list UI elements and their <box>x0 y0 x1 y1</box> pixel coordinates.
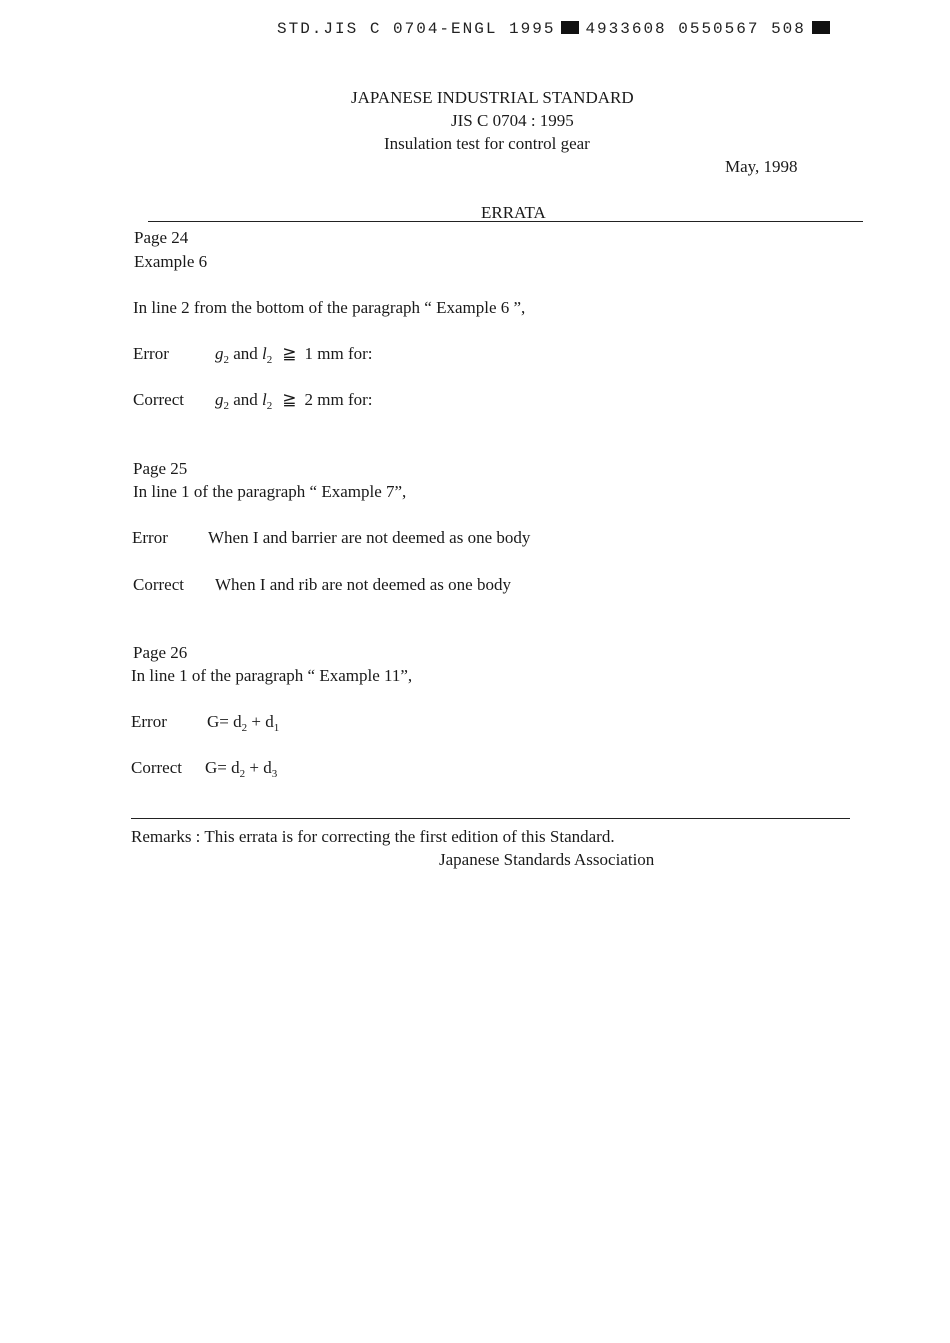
section-page-24: Page 24 <box>134 228 189 247</box>
formula-subscript: 2 <box>239 768 246 780</box>
header-divider <box>148 221 863 222</box>
document-stamp <box>277 20 836 38</box>
correct-row <box>131 758 277 778</box>
section-location: Example 6 <box>134 252 208 271</box>
section-instruction: In line 1 of the paragraph “ Example 7”, <box>133 482 407 501</box>
formula-conjunction: and <box>233 390 258 409</box>
stamp-block-mark <box>561 21 579 34</box>
formula-variable: g <box>215 344 224 363</box>
correct-text: When I and rib are not deemed as one body <box>215 575 511 594</box>
formula-lhs: G= d <box>205 758 240 777</box>
publisher-name: Japanese Standards Association <box>439 850 655 869</box>
formula-subscript: 2 <box>266 400 273 412</box>
stamp-serial: 4933608 0550567 508 <box>585 20 806 38</box>
formula-subscript: 3 <box>271 768 278 780</box>
formula-subscript: 1 <box>273 722 280 734</box>
stamp-code: STD.JIS C 0704-ENGL 1995 <box>277 20 556 38</box>
standard-code: JIS C 0704 : 1995 <box>451 111 574 130</box>
correct-label: Correct <box>133 390 184 409</box>
formula-plus: + d <box>251 712 274 731</box>
remarks-text: Remarks : This errata is for correcting the first edition of this Standard. <box>131 827 615 846</box>
error-label: Error <box>132 528 168 547</box>
formula-relation: ≧ <box>282 344 297 363</box>
section-page-25: Page 25 <box>133 459 188 478</box>
error-text: When I and barrier are not deemed as one body <box>208 528 531 547</box>
errata-heading: ERRATA <box>481 203 546 222</box>
formula-variable: l <box>262 344 267 363</box>
standard-heading: JAPANESE INDUSTRIAL STANDARD <box>351 88 634 107</box>
formula-value: 1 mm for: <box>304 344 373 363</box>
error-row <box>131 712 279 732</box>
correct-row <box>133 390 373 410</box>
section-instruction: In line 2 from the bottom of the paragraph “ Example 6 ”, <box>133 298 526 317</box>
footer-divider <box>131 818 850 819</box>
formula-subscript: 2 <box>223 354 229 366</box>
formula-value: 2 mm for: <box>304 390 373 409</box>
formula-plus: + d <box>249 758 272 777</box>
errata-date: May, 1998 <box>725 157 798 176</box>
formula-variable: l <box>262 390 267 409</box>
standard-title: Insulation test for control gear <box>384 134 590 153</box>
formula-relation: ≧ <box>282 390 297 409</box>
error-label: Error <box>131 712 167 731</box>
section-page-26: Page 26 <box>133 643 188 662</box>
formula-subscript: 2 <box>223 400 229 412</box>
formula-lhs: G= d <box>207 712 242 731</box>
correct-label: Correct <box>131 758 182 777</box>
formula-conjunction: and <box>233 344 258 363</box>
correct-row <box>133 575 511 595</box>
formula-subscript: 2 <box>266 354 273 366</box>
section-instruction: In line 1 of the paragraph “ Example 11”, <box>131 666 413 685</box>
formula-subscript: 2 <box>241 722 248 734</box>
error-row <box>132 528 530 548</box>
correct-label: Correct <box>133 575 184 594</box>
formula-variable: g <box>215 390 224 409</box>
stamp-block-mark <box>812 21 830 34</box>
error-row <box>133 344 373 364</box>
error-label: Error <box>133 344 169 363</box>
